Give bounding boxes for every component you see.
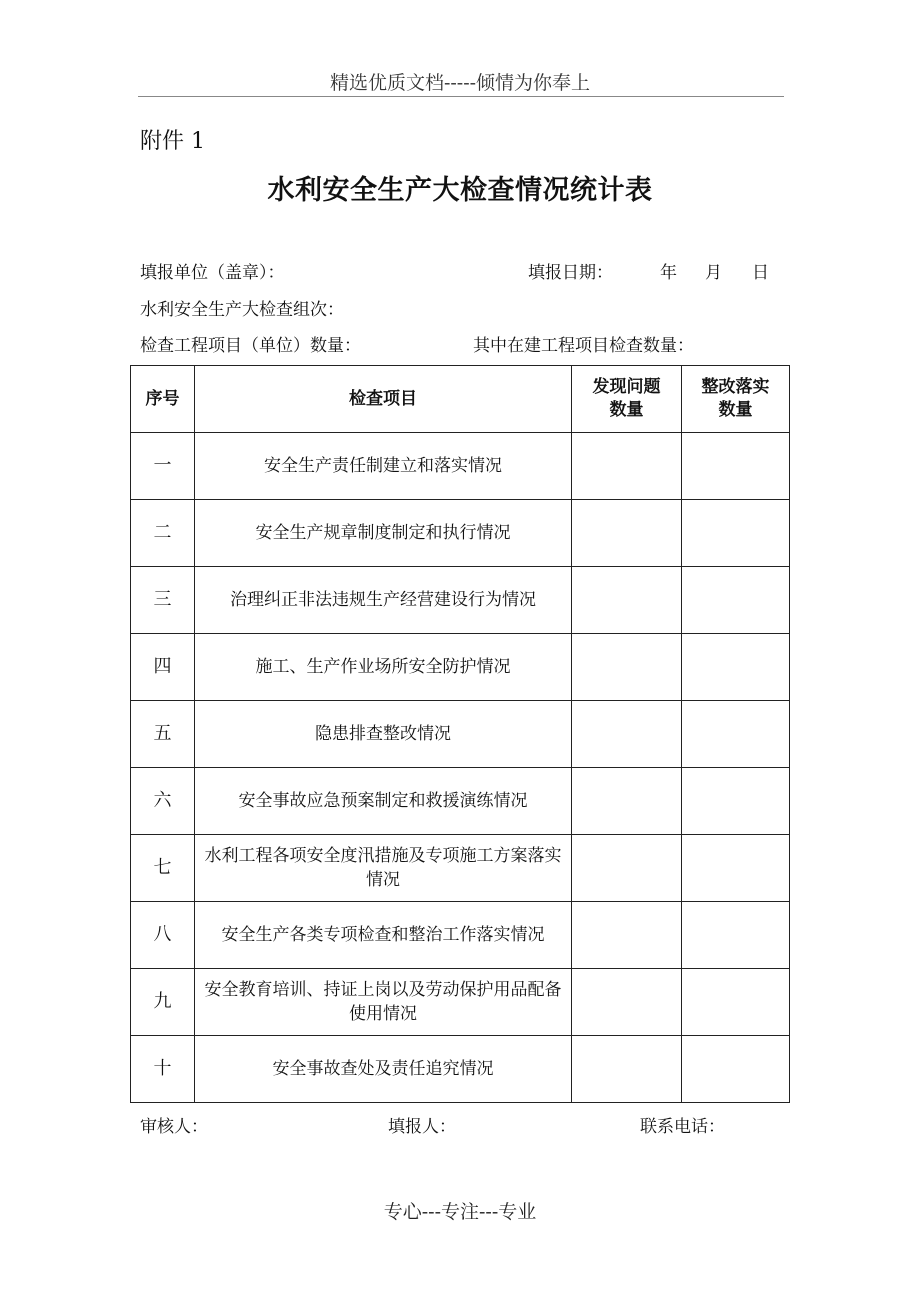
date-label: 填报日期： [528, 263, 613, 283]
filler-label: 填报人： [388, 1117, 456, 1137]
found-count-cell[interactable] [572, 433, 682, 500]
phone-label: 联系电话： [640, 1117, 725, 1137]
row-seq: 六 [131, 768, 195, 835]
fixed-count-cell[interactable] [682, 969, 790, 1036]
month-label: 月 [705, 263, 722, 283]
unit-label: 填报单位（盖章）： [140, 263, 285, 283]
table-row [131, 835, 790, 902]
table-row [131, 1036, 790, 1103]
fixed-count-cell[interactable] [682, 902, 790, 969]
row-item: 安全教育培训、持证上岗以及劳动保护用品配备使用情况 [195, 969, 572, 1036]
row-seq: 五 [131, 701, 195, 768]
fixed-count-cell[interactable] [682, 1036, 790, 1103]
table-row [131, 500, 790, 567]
fixed-count-cell[interactable] [682, 634, 790, 701]
table-row [131, 768, 790, 835]
found-count-cell[interactable] [572, 835, 682, 902]
fixed-count-cell[interactable] [682, 768, 790, 835]
fixed-count-cell[interactable] [682, 500, 790, 567]
year-label: 年 [660, 263, 677, 283]
row-item: 安全生产规章制度制定和执行情况 [195, 500, 572, 567]
row-item: 安全事故查处及责任追究情况 [195, 1036, 572, 1103]
row-item: 施工、生产作业场所安全防护情况 [195, 634, 572, 701]
table-header-row [131, 366, 790, 433]
page-header-text: 精选优质文档-----倾情为你奉上 [329, 72, 591, 94]
day-label: 日 [752, 263, 769, 283]
header-found [572, 366, 682, 433]
group-label: 水利安全生产大检查组次： [140, 300, 344, 320]
header-found-line2: 数量 [609, 400, 644, 420]
row-seq: 八 [131, 902, 195, 969]
project-count-label: 检查工程项目（单位）数量： [140, 336, 361, 356]
header-divider [138, 96, 784, 97]
row-item: 水利工程各项安全度汛措施及专项施工方案落实情况 [195, 835, 572, 902]
page-footer-text: 专心---专注---专业 [383, 1201, 537, 1223]
fixed-count-cell[interactable] [682, 567, 790, 634]
header-fixed-line1: 整改落实 [701, 377, 770, 397]
header-fixed [682, 366, 790, 433]
fixed-count-cell[interactable] [682, 701, 790, 768]
row-seq: 一 [131, 433, 195, 500]
row-seq: 七 [131, 835, 195, 902]
document-title: 水利安全生产大检查情况统计表 [267, 175, 653, 206]
found-count-cell[interactable] [572, 902, 682, 969]
row-item: 安全生产各类专项检查和整治工作落实情况 [195, 902, 572, 969]
row-seq: 四 [131, 634, 195, 701]
building-count-label: 其中在建工程项目检查数量： [473, 336, 694, 356]
row-item: 隐患排查整改情况 [195, 701, 572, 768]
found-count-cell[interactable] [572, 567, 682, 634]
row-seq: 二 [131, 500, 195, 567]
inspection-table [130, 365, 790, 1103]
row-seq: 三 [131, 567, 195, 634]
header-found-line1: 发现问题 [592, 377, 661, 397]
table-row [131, 567, 790, 634]
fixed-count-cell[interactable] [682, 835, 790, 902]
header-fixed-line2: 数量 [718, 400, 753, 420]
attachment-label: 附件 1 [140, 129, 205, 154]
table-row [131, 969, 790, 1036]
found-count-cell[interactable] [572, 634, 682, 701]
table-row [131, 433, 790, 500]
found-count-cell[interactable] [572, 768, 682, 835]
found-count-cell[interactable] [572, 1036, 682, 1103]
row-item: 安全生产责任制建立和落实情况 [195, 433, 572, 500]
fixed-count-cell[interactable] [682, 433, 790, 500]
row-item: 安全事故应急预案制定和救援演练情况 [195, 768, 572, 835]
row-seq: 十 [131, 1036, 195, 1103]
found-count-cell[interactable] [572, 969, 682, 1036]
found-count-cell[interactable] [572, 701, 682, 768]
reviewer-label: 审核人： [140, 1117, 208, 1137]
row-item: 治理纠正非法违规生产经营建设行为情况 [195, 567, 572, 634]
table-row [131, 701, 790, 768]
found-count-cell[interactable] [572, 500, 682, 567]
row-seq: 九 [131, 969, 195, 1036]
table-row [131, 634, 790, 701]
table-row [131, 902, 790, 969]
header-seq: 序号 [131, 366, 195, 433]
header-item: 检查项目 [195, 366, 572, 433]
